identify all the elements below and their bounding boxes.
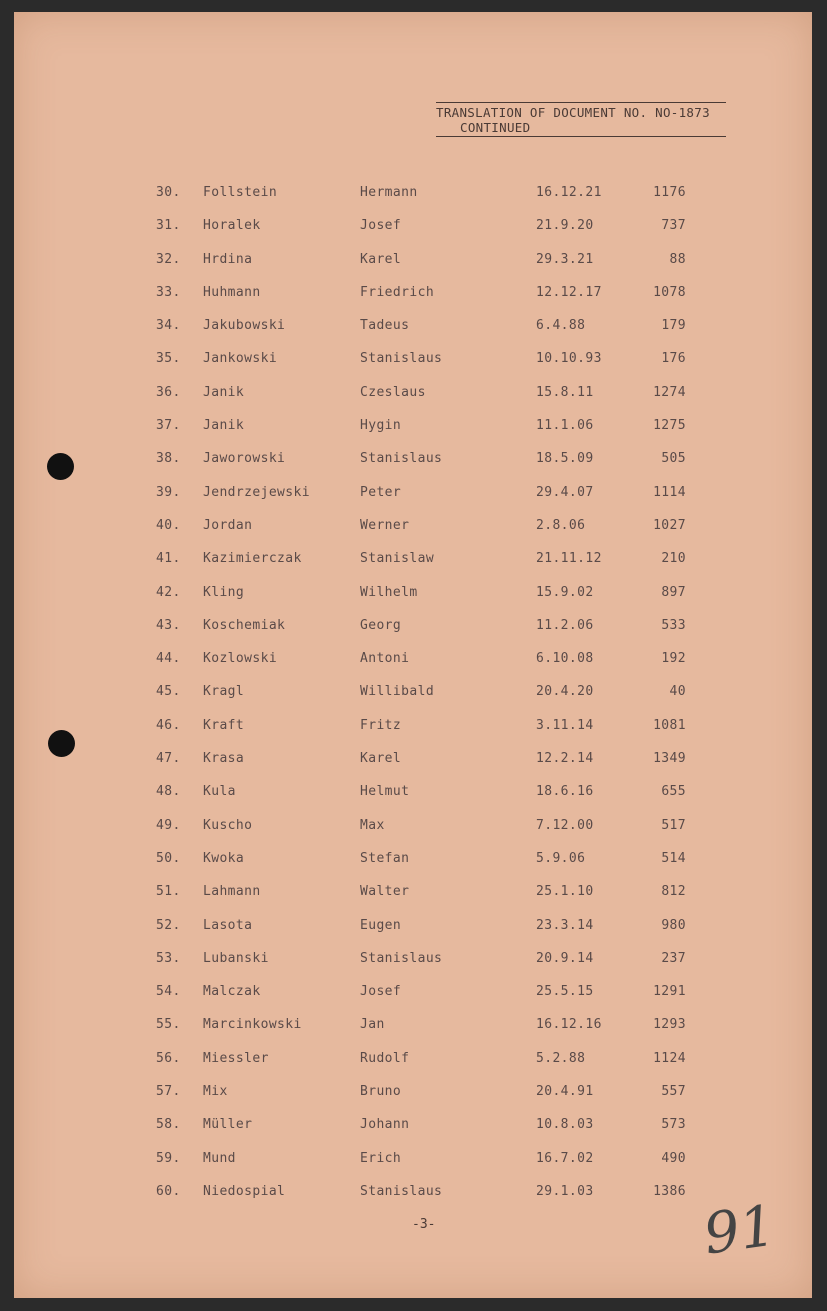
entry-number: 39. [156, 484, 181, 500]
surname: Lahmann [203, 884, 261, 900]
list-item [14, 684, 812, 717]
entry-number: 47. [156, 751, 181, 767]
given-name: Walter [360, 884, 410, 900]
birth-date: 20.9.14 [536, 950, 594, 966]
surname: Mund [203, 1150, 236, 1166]
list-item [14, 451, 812, 484]
birth-date: 15.8.11 [536, 384, 594, 400]
birth-date: 18.6.16 [536, 784, 594, 800]
surname: Kling [203, 584, 245, 600]
entry-code: 1349 [653, 751, 686, 767]
birth-date: 11.2.06 [536, 617, 594, 633]
given-name: Stanislaus [360, 451, 443, 467]
surname: Kula [203, 784, 236, 800]
document-header [436, 102, 728, 137]
entry-number: 57. [156, 1084, 181, 1100]
surname: Kraft [203, 717, 245, 733]
entry-number: 43. [156, 617, 181, 633]
birth-date: 10.8.03 [536, 1117, 594, 1133]
entry-code: 179 [661, 318, 686, 334]
entry-number: 56. [156, 1050, 181, 1066]
list-item [14, 485, 812, 518]
given-name: Werner [360, 517, 410, 533]
entry-code: 514 [661, 850, 686, 866]
entry-number: 44. [156, 651, 181, 667]
entry-number: 31. [156, 218, 181, 234]
entry-code: 490 [661, 1150, 686, 1166]
given-name: Wilhelm [360, 584, 418, 600]
birth-date: 6.4.88 [536, 318, 586, 334]
entry-number: 45. [156, 684, 181, 700]
header-continued: CONTINUED [460, 120, 531, 135]
birth-date: 29.4.07 [536, 484, 594, 500]
list-item [14, 984, 812, 1017]
given-name: Josef [360, 218, 402, 234]
entry-code: 1291 [653, 984, 686, 1000]
birth-date: 11.1.06 [536, 418, 594, 434]
surname: Marcinkowski [203, 1017, 302, 1033]
given-name: Willibald [360, 684, 435, 700]
birth-date: 7.12.00 [536, 817, 594, 833]
entry-code: 655 [661, 784, 686, 800]
entry-code: 897 [661, 584, 686, 600]
given-name: Karel [360, 751, 402, 767]
given-name: Erich [360, 1150, 402, 1166]
list-item [14, 1051, 812, 1084]
entry-number: 49. [156, 817, 181, 833]
header-bottom-rule [436, 136, 726, 137]
entry-number: 59. [156, 1150, 181, 1166]
surname: Jankowski [203, 351, 278, 367]
entry-number: 40. [156, 517, 181, 533]
birth-date: 3.11.14 [536, 717, 594, 733]
entry-number: 48. [156, 784, 181, 800]
page-number: -3- [412, 1217, 436, 1232]
given-name: Eugen [360, 917, 402, 933]
list-item [14, 784, 812, 817]
document-page [14, 12, 812, 1298]
entry-code: 1124 [653, 1050, 686, 1066]
entry-number: 51. [156, 884, 181, 900]
entry-number: 58. [156, 1117, 181, 1133]
given-name: Tadeus [360, 318, 410, 334]
surname: Huhmann [203, 284, 261, 300]
entry-code: 1386 [653, 1183, 686, 1199]
entry-number: 42. [156, 584, 181, 600]
list-item [14, 918, 812, 951]
surname: Niedospial [203, 1183, 286, 1199]
entry-code: 1027 [653, 517, 686, 533]
entry-code: 1176 [653, 185, 686, 200]
surname: Malczak [203, 984, 261, 1000]
surname: Jendrzejewski [203, 484, 310, 500]
entry-code: 210 [661, 551, 686, 567]
entry-number: 52. [156, 917, 181, 933]
list-item [14, 751, 812, 784]
given-name: Karel [360, 251, 402, 267]
surname: Mix [203, 1084, 228, 1100]
birth-date: 25.5.15 [536, 984, 594, 1000]
list-item [14, 1017, 812, 1050]
list-item [14, 351, 812, 384]
list-item [14, 518, 812, 551]
entry-code: 557 [661, 1084, 686, 1100]
entry-code: 1114 [653, 484, 686, 500]
given-name: Rudolf [360, 1050, 410, 1066]
surname: Horalek [203, 218, 261, 234]
surname: Kazimierczak [203, 551, 302, 567]
given-name: Georg [360, 617, 402, 633]
surname: Hrdina [203, 251, 253, 267]
surname: Miessler [203, 1050, 269, 1066]
given-name: Stanislaus [360, 950, 443, 966]
entry-code: 980 [661, 917, 686, 933]
birth-date: 5.2.88 [536, 1050, 586, 1066]
given-name: Helmut [360, 784, 410, 800]
entry-number: 41. [156, 551, 181, 567]
entry-code: 192 [661, 651, 686, 667]
list-item [14, 318, 812, 351]
given-name: Stanislaus [360, 351, 443, 367]
entry-code: 237 [661, 950, 686, 966]
surname: Kragl [203, 684, 245, 700]
entry-number: 53. [156, 950, 181, 966]
entry-code: 176 [661, 351, 686, 367]
surname: Lubanski [203, 950, 269, 966]
given-name: Jan [360, 1017, 385, 1033]
birth-date: 21.11.12 [536, 551, 602, 567]
list-item [14, 1084, 812, 1117]
birth-date: 23.3.14 [536, 917, 594, 933]
entry-number: 46. [156, 717, 181, 733]
punch-hole [47, 453, 74, 480]
handwritten-folio-number: 91 [699, 1193, 780, 1268]
birth-date: 29.1.03 [536, 1183, 594, 1199]
birth-date: 16.7.02 [536, 1150, 594, 1166]
birth-date: 15.9.02 [536, 584, 594, 600]
surname: Koschemiak [203, 617, 286, 633]
surname: Müller [203, 1117, 253, 1133]
birth-date: 21.9.20 [536, 218, 594, 234]
entry-number: 60. [156, 1183, 181, 1199]
birth-date: 5.9.06 [536, 850, 586, 866]
entry-number: 34. [156, 318, 181, 334]
birth-date: 12.2.14 [536, 751, 594, 767]
birth-date: 16.12.16 [536, 1017, 602, 1033]
given-name: Peter [360, 484, 402, 500]
birth-date: 2.8.06 [536, 517, 586, 533]
entry-code: 1081 [653, 717, 686, 733]
entry-code: 737 [661, 218, 686, 234]
list-item [14, 285, 812, 318]
entry-number: 35. [156, 351, 181, 367]
surname: Lasota [203, 917, 253, 933]
given-name: Hygin [360, 418, 402, 434]
list-item [14, 551, 812, 584]
birth-date: 20.4.20 [536, 684, 594, 700]
given-name: Friedrich [360, 284, 435, 300]
entry-code: 40 [669, 684, 686, 700]
entry-code: 573 [661, 1117, 686, 1133]
list-item [14, 385, 812, 418]
name-list [14, 185, 812, 1217]
surname: Janik [203, 384, 245, 400]
list-item [14, 1117, 812, 1150]
given-name: Stanislaus [360, 1183, 443, 1199]
list-item [14, 218, 812, 251]
entry-number: 38. [156, 451, 181, 467]
birth-date: 20.4.91 [536, 1084, 594, 1100]
surname: Kozlowski [203, 651, 278, 667]
entry-number: 55. [156, 1017, 181, 1033]
given-name: Antoni [360, 651, 410, 667]
given-name: Bruno [360, 1084, 402, 1100]
surname: Kuscho [203, 817, 253, 833]
entry-code: 533 [661, 617, 686, 633]
entry-number: 36. [156, 384, 181, 400]
entry-code: 517 [661, 817, 686, 833]
given-name: Fritz [360, 717, 402, 733]
list-item [14, 1184, 812, 1217]
list-item [14, 585, 812, 618]
surname: Follstein [203, 185, 278, 200]
entry-number: 50. [156, 850, 181, 866]
list-item [14, 818, 812, 851]
list-item [14, 651, 812, 684]
header-top-rule [436, 102, 726, 103]
entry-code: 88 [669, 251, 686, 267]
surname: Jakubowski [203, 318, 286, 334]
birth-date: 29.3.21 [536, 251, 594, 267]
list-item [14, 884, 812, 917]
entry-code: 1275 [653, 418, 686, 434]
list-item [14, 185, 812, 218]
list-item [14, 1151, 812, 1184]
list-item [14, 618, 812, 651]
given-name: Stanislaw [360, 551, 435, 567]
entry-number: 54. [156, 984, 181, 1000]
birth-date: 10.10.93 [536, 351, 602, 367]
entry-code: 1078 [653, 284, 686, 300]
header-title: TRANSLATION OF DOCUMENT NO. NO-1873 [436, 105, 710, 120]
birth-date: 6.10.08 [536, 651, 594, 667]
surname: Janik [203, 418, 245, 434]
birth-date: 16.12.21 [536, 185, 602, 200]
birth-date: 12.12.17 [536, 284, 602, 300]
given-name: Stefan [360, 850, 410, 866]
entry-code: 505 [661, 451, 686, 467]
entry-number: 32. [156, 251, 181, 267]
given-name: Johann [360, 1117, 410, 1133]
birth-date: 25.1.10 [536, 884, 594, 900]
list-item [14, 718, 812, 751]
list-item [14, 252, 812, 285]
surname: Kwoka [203, 850, 245, 866]
entry-code: 1274 [653, 384, 686, 400]
entry-number: 30. [156, 185, 181, 200]
entry-code: 1293 [653, 1017, 686, 1033]
entry-number: 33. [156, 284, 181, 300]
list-item [14, 418, 812, 451]
given-name: Josef [360, 984, 402, 1000]
surname: Jaworowski [203, 451, 286, 467]
surname: Jordan [203, 517, 253, 533]
entry-code: 812 [661, 884, 686, 900]
list-item [14, 951, 812, 984]
punch-hole [48, 730, 75, 757]
given-name: Czeslaus [360, 384, 426, 400]
entry-number: 37. [156, 418, 181, 434]
list-item [14, 851, 812, 884]
surname: Krasa [203, 751, 245, 767]
given-name: Hermann [360, 185, 418, 200]
given-name: Max [360, 817, 385, 833]
birth-date: 18.5.09 [536, 451, 594, 467]
